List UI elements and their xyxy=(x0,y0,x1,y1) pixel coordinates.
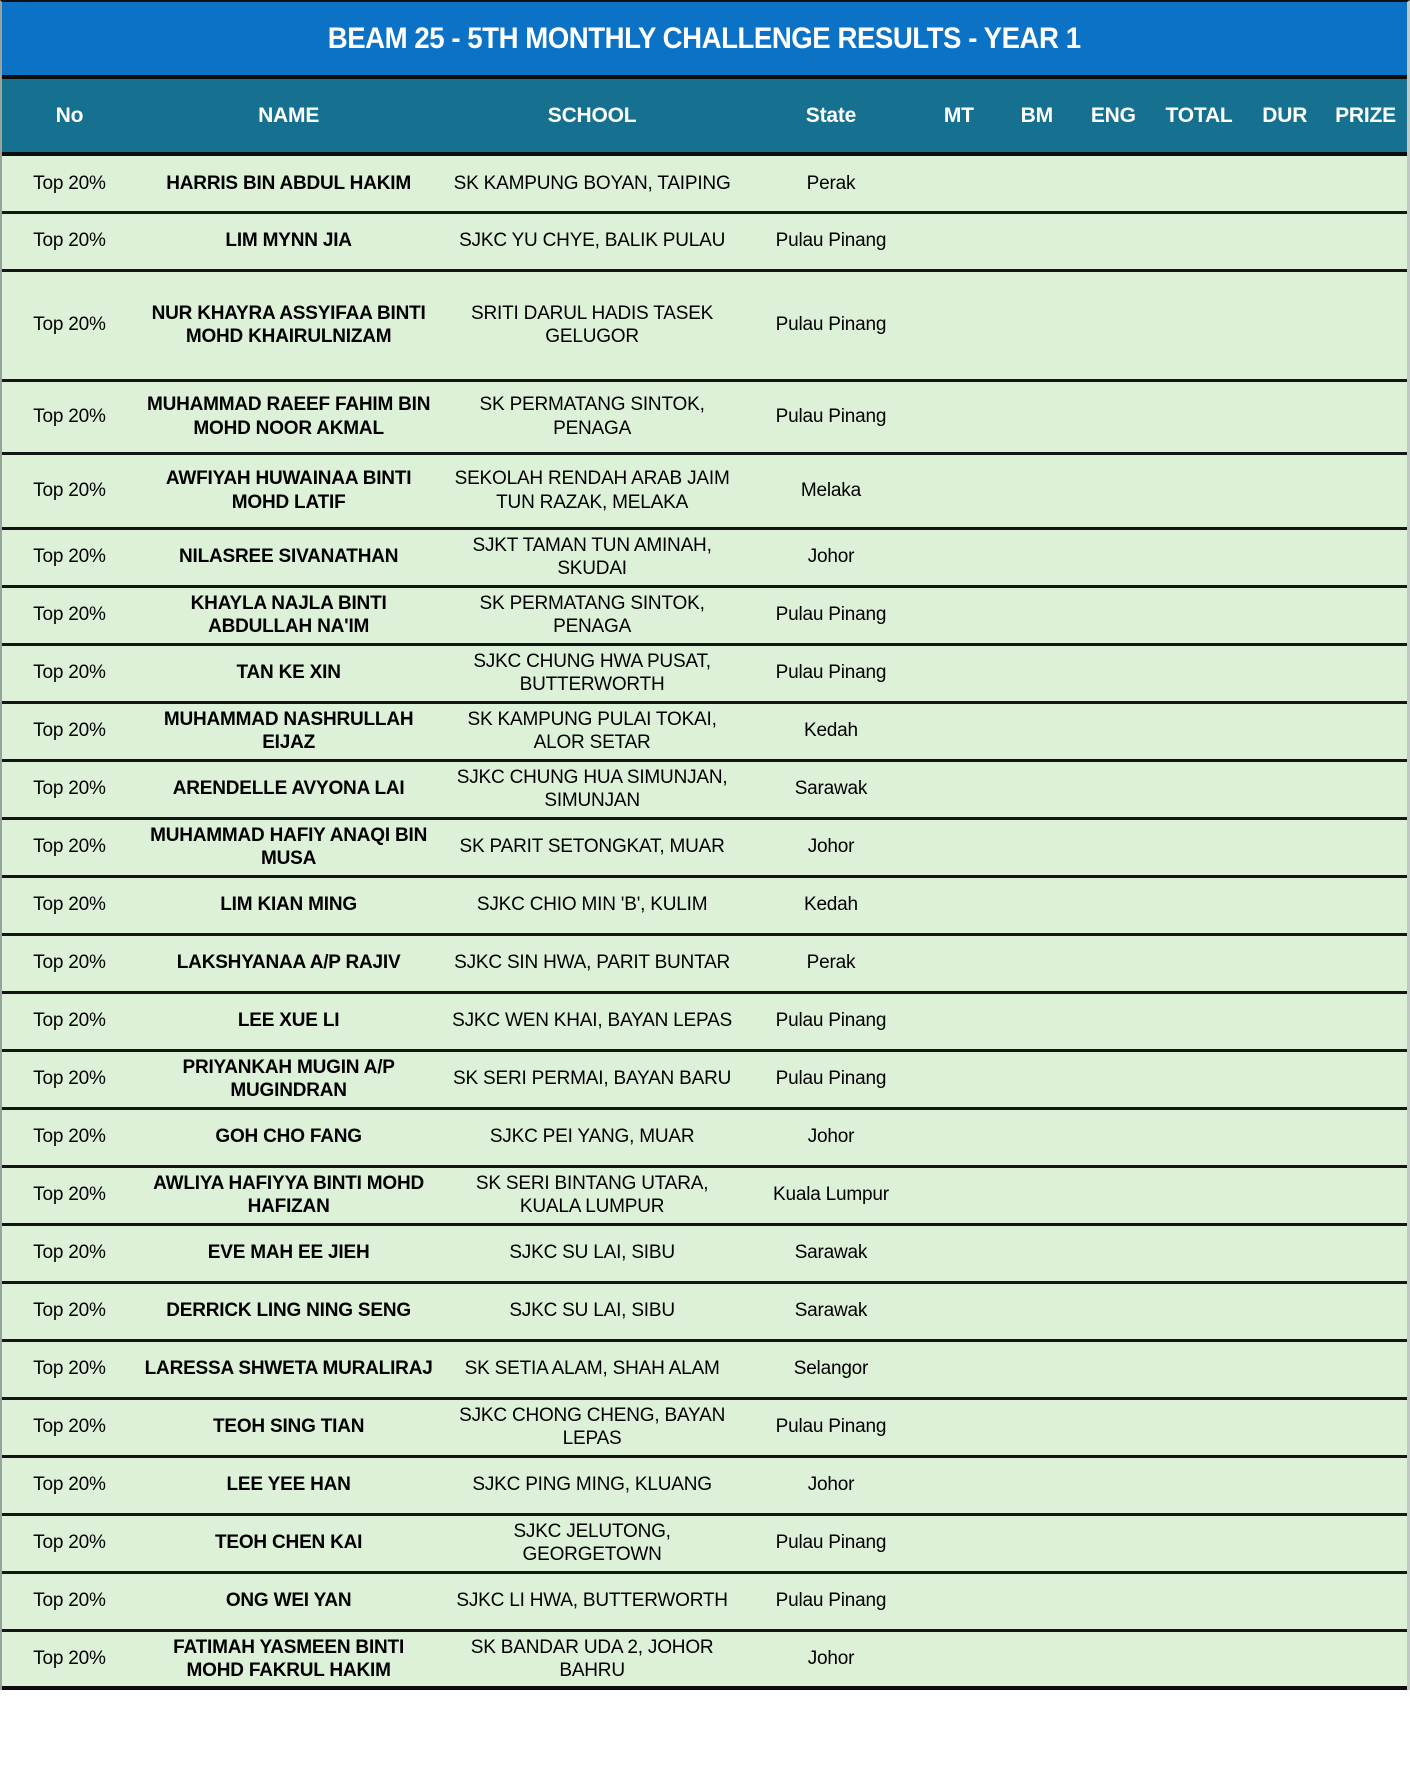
cell-state: Johor xyxy=(744,818,918,876)
cell-total xyxy=(1153,760,1246,818)
cell-rank: Top 20% xyxy=(2,1224,137,1282)
table-row xyxy=(2,380,1407,453)
cell-state: Pulau Pinang xyxy=(744,1572,918,1630)
cell-mt xyxy=(918,380,999,453)
cell-prize xyxy=(1324,586,1407,644)
cell-prize xyxy=(1324,644,1407,702)
cell-rank: Top 20% xyxy=(2,380,137,453)
cell-bm xyxy=(1000,528,1074,586)
cell-name: ARENDELLE AVYONA LAI xyxy=(137,760,440,818)
cell-total xyxy=(1153,586,1246,644)
cell-school: SEKOLAH RENDAH ARAB JAIM TUN RAZAK, MELAKA xyxy=(440,453,743,528)
cell-dur xyxy=(1245,760,1324,818)
cell-rank: Top 20% xyxy=(2,876,137,934)
cell-eng xyxy=(1074,876,1153,934)
table-row xyxy=(2,1050,1407,1108)
cell-mt xyxy=(918,1514,999,1572)
cell-eng xyxy=(1074,586,1153,644)
cell-total xyxy=(1153,876,1246,934)
cell-bm xyxy=(1000,1398,1074,1456)
table-row xyxy=(2,702,1407,760)
cell-prize xyxy=(1324,1630,1407,1688)
cell-total xyxy=(1153,528,1246,586)
cell-state: Pulau Pinang xyxy=(744,586,918,644)
cell-dur xyxy=(1245,1398,1324,1456)
cell-dur xyxy=(1245,992,1324,1050)
cell-eng xyxy=(1074,453,1153,528)
cell-mt xyxy=(918,876,999,934)
cell-name: LEE YEE HAN xyxy=(137,1456,440,1514)
cell-rank: Top 20% xyxy=(2,934,137,992)
cell-state: Johor xyxy=(744,1456,918,1514)
cell-school: SK SERI BINTANG UTARA, KUALA LUMPUR xyxy=(440,1166,743,1224)
cell-school: SJKC CHIO MIN 'B', KULIM xyxy=(440,876,743,934)
cell-bm xyxy=(1000,453,1074,528)
cell-dur xyxy=(1245,1456,1324,1514)
cell-mt xyxy=(918,1108,999,1166)
cell-rank: Top 20% xyxy=(2,1340,137,1398)
cell-total xyxy=(1153,1108,1246,1166)
cell-state: Sarawak xyxy=(744,1224,918,1282)
cell-total xyxy=(1153,1224,1246,1282)
cell-dur xyxy=(1245,818,1324,876)
cell-prize xyxy=(1324,528,1407,586)
cell-state: Sarawak xyxy=(744,760,918,818)
cell-total xyxy=(1153,1050,1246,1108)
results-table-body xyxy=(2,154,1407,1688)
cell-eng xyxy=(1074,1630,1153,1688)
cell-name: LAKSHYANAA A/P RAJIV xyxy=(137,934,440,992)
cell-name: LEE XUE LI xyxy=(137,992,440,1050)
cell-rank: Top 20% xyxy=(2,1630,137,1688)
cell-name: TEOH SING TIAN xyxy=(137,1398,440,1456)
cell-mt xyxy=(918,1224,999,1282)
table-row xyxy=(2,1282,1407,1340)
cell-bm xyxy=(1000,154,1074,212)
page-title: BEAM 25 - 5TH MONTHLY CHALLENGE RESULTS - YEAR 1 xyxy=(328,21,1081,55)
cell-name: LIM MYNN JIA xyxy=(137,212,440,270)
cell-prize xyxy=(1324,934,1407,992)
cell-bm xyxy=(1000,1456,1074,1514)
table-row xyxy=(2,818,1407,876)
cell-school: SJKC YU CHYE, BALIK PULAU xyxy=(440,212,743,270)
cell-school: SK PERMATANG SINTOK, PENAGA xyxy=(440,380,743,453)
cell-prize xyxy=(1324,154,1407,212)
cell-dur xyxy=(1245,644,1324,702)
cell-dur xyxy=(1245,702,1324,760)
table-row xyxy=(2,586,1407,644)
cell-mt xyxy=(918,154,999,212)
cell-bm xyxy=(1000,380,1074,453)
cell-state: Pulau Pinang xyxy=(744,270,918,380)
title-bar xyxy=(2,2,1407,79)
cell-dur xyxy=(1245,1050,1324,1108)
cell-bm xyxy=(1000,1572,1074,1630)
cell-bm xyxy=(1000,1282,1074,1340)
cell-state: Selangor xyxy=(744,1340,918,1398)
table-row xyxy=(2,1340,1407,1398)
cell-school: SJKC CHONG CHENG, BAYAN LEPAS xyxy=(440,1398,743,1456)
table-row xyxy=(2,1456,1407,1514)
cell-bm xyxy=(1000,934,1074,992)
cell-bm xyxy=(1000,644,1074,702)
cell-total xyxy=(1153,992,1246,1050)
table-row xyxy=(2,1398,1407,1456)
cell-prize xyxy=(1324,876,1407,934)
cell-eng xyxy=(1074,1108,1153,1166)
cell-prize xyxy=(1324,1282,1407,1340)
cell-mt xyxy=(918,1398,999,1456)
cell-school: SJKC CHUNG HWA PUSAT, BUTTERWORTH xyxy=(440,644,743,702)
cell-prize xyxy=(1324,212,1407,270)
cell-rank: Top 20% xyxy=(2,702,137,760)
cell-dur xyxy=(1245,528,1324,586)
cell-rank: Top 20% xyxy=(2,1514,137,1572)
cell-rank: Top 20% xyxy=(2,760,137,818)
cell-dur xyxy=(1245,586,1324,644)
cell-total xyxy=(1153,1456,1246,1514)
cell-state: Kedah xyxy=(744,876,918,934)
cell-prize xyxy=(1324,1166,1407,1224)
cell-bm xyxy=(1000,992,1074,1050)
cell-total xyxy=(1153,212,1246,270)
cell-prize xyxy=(1324,1050,1407,1108)
cell-state: Sarawak xyxy=(744,1282,918,1340)
column-header-state: State xyxy=(744,79,918,154)
cell-mt xyxy=(918,1572,999,1630)
cell-mt xyxy=(918,934,999,992)
cell-name: GOH CHO FANG xyxy=(137,1108,440,1166)
cell-total xyxy=(1153,1630,1246,1688)
cell-total xyxy=(1153,644,1246,702)
cell-eng xyxy=(1074,1282,1153,1340)
table-row xyxy=(2,212,1407,270)
cell-school: SJKC PEI YANG, MUAR xyxy=(440,1108,743,1166)
cell-rank: Top 20% xyxy=(2,1572,137,1630)
cell-bm xyxy=(1000,586,1074,644)
table-row xyxy=(2,934,1407,992)
table-row xyxy=(2,992,1407,1050)
cell-eng xyxy=(1074,1572,1153,1630)
table-row xyxy=(2,1108,1407,1166)
cell-school: SJKT TAMAN TUN AMINAH, SKUDAI xyxy=(440,528,743,586)
column-header-name: NAME xyxy=(137,79,440,154)
cell-mt xyxy=(918,818,999,876)
cell-eng xyxy=(1074,154,1153,212)
cell-prize xyxy=(1324,1224,1407,1282)
column-header-no: No xyxy=(2,79,137,154)
cell-dur xyxy=(1245,270,1324,380)
cell-name: TEOH CHEN KAI xyxy=(137,1514,440,1572)
cell-prize xyxy=(1324,453,1407,528)
cell-dur xyxy=(1245,1282,1324,1340)
cell-eng xyxy=(1074,1514,1153,1572)
cell-state: Perak xyxy=(744,154,918,212)
cell-rank: Top 20% xyxy=(2,586,137,644)
table-row xyxy=(2,1166,1407,1224)
table-row xyxy=(2,1572,1407,1630)
cell-state: Johor xyxy=(744,528,918,586)
column-header-mt: MT xyxy=(918,79,999,154)
cell-total xyxy=(1153,1340,1246,1398)
column-header-total: TOTAL xyxy=(1153,79,1246,154)
cell-total xyxy=(1153,1398,1246,1456)
cell-school: SK PERMATANG SINTOK, PENAGA xyxy=(440,586,743,644)
cell-prize xyxy=(1324,818,1407,876)
cell-name: LIM KIAN MING xyxy=(137,876,440,934)
cell-eng xyxy=(1074,702,1153,760)
cell-mt xyxy=(918,528,999,586)
table-row xyxy=(2,528,1407,586)
cell-eng xyxy=(1074,760,1153,818)
cell-prize xyxy=(1324,380,1407,453)
header-row xyxy=(2,79,1407,154)
cell-total xyxy=(1153,1514,1246,1572)
cell-school: SK KAMPUNG PULAI TOKAI, ALOR SETAR xyxy=(440,702,743,760)
cell-eng xyxy=(1074,644,1153,702)
cell-mt xyxy=(918,586,999,644)
cell-state: Pulau Pinang xyxy=(744,1398,918,1456)
table-row xyxy=(2,644,1407,702)
cell-rank: Top 20% xyxy=(2,1166,137,1224)
cell-rank: Top 20% xyxy=(2,270,137,380)
cell-total xyxy=(1153,453,1246,528)
cell-eng xyxy=(1074,818,1153,876)
cell-total xyxy=(1153,934,1246,992)
cell-school: SJKC JELUTONG, GEORGETOWN xyxy=(440,1514,743,1572)
column-header-prize: PRIZE xyxy=(1324,79,1407,154)
cell-state: Pulau Pinang xyxy=(744,212,918,270)
cell-name: PRIYANKAH MUGIN A/P MUGINDRAN xyxy=(137,1050,440,1108)
cell-state: Melaka xyxy=(744,453,918,528)
cell-prize xyxy=(1324,1572,1407,1630)
cell-name: MUHAMMAD HAFIY ANAQI BIN MUSA xyxy=(137,818,440,876)
cell-eng xyxy=(1074,270,1153,380)
cell-mt xyxy=(918,644,999,702)
cell-dur xyxy=(1245,1340,1324,1398)
column-header-bm: BM xyxy=(1000,79,1074,154)
cell-state: Kedah xyxy=(744,702,918,760)
cell-rank: Top 20% xyxy=(2,1398,137,1456)
cell-total xyxy=(1153,818,1246,876)
cell-school: SK BANDAR UDA 2, JOHOR BAHRU xyxy=(440,1630,743,1688)
cell-name: KHAYLA NAJLA BINTI ABDULLAH NA'IM xyxy=(137,586,440,644)
cell-state: Pulau Pinang xyxy=(744,380,918,453)
cell-mt xyxy=(918,1050,999,1108)
cell-school: SK SETIA ALAM, SHAH ALAM xyxy=(440,1340,743,1398)
cell-school: SJKC PING MING, KLUANG xyxy=(440,1456,743,1514)
results-table xyxy=(2,79,1407,1690)
cell-eng xyxy=(1074,992,1153,1050)
cell-total xyxy=(1153,1166,1246,1224)
cell-rank: Top 20% xyxy=(2,1050,137,1108)
column-header-dur: DUR xyxy=(1245,79,1324,154)
cell-rank: Top 20% xyxy=(2,1108,137,1166)
table-row xyxy=(2,760,1407,818)
cell-rank: Top 20% xyxy=(2,528,137,586)
cell-total xyxy=(1153,1282,1246,1340)
cell-eng xyxy=(1074,1456,1153,1514)
cell-mt xyxy=(918,1456,999,1514)
table-row xyxy=(2,1224,1407,1282)
cell-dur xyxy=(1245,1630,1324,1688)
cell-name: NUR KHAYRA ASSYIFAA BINTI MOHD KHAIRULNIZAM xyxy=(137,270,440,380)
table-row xyxy=(2,270,1407,380)
cell-prize xyxy=(1324,702,1407,760)
cell-bm xyxy=(1000,212,1074,270)
table-row xyxy=(2,1630,1407,1688)
cell-rank: Top 20% xyxy=(2,818,137,876)
cell-prize xyxy=(1324,1456,1407,1514)
cell-dur xyxy=(1245,1572,1324,1630)
cell-prize xyxy=(1324,992,1407,1050)
cell-mt xyxy=(918,1166,999,1224)
cell-rank: Top 20% xyxy=(2,644,137,702)
cell-eng xyxy=(1074,212,1153,270)
cell-prize xyxy=(1324,1340,1407,1398)
cell-total xyxy=(1153,380,1246,453)
cell-name: NILASREE SIVANATHAN xyxy=(137,528,440,586)
cell-name: FATIMAH YASMEEN BINTI MOHD FAKRUL HAKIM xyxy=(137,1630,440,1688)
cell-name: ONG WEI YAN xyxy=(137,1572,440,1630)
cell-dur xyxy=(1245,453,1324,528)
table-row xyxy=(2,453,1407,528)
cell-rank: Top 20% xyxy=(2,1282,137,1340)
cell-bm xyxy=(1000,876,1074,934)
cell-school: SK KAMPUNG BOYAN, TAIPING xyxy=(440,154,743,212)
cell-bm xyxy=(1000,818,1074,876)
cell-prize xyxy=(1324,270,1407,380)
cell-name: AWFIYAH HUWAINAA BINTI MOHD LATIF xyxy=(137,453,440,528)
cell-name: DERRICK LING NING SENG xyxy=(137,1282,440,1340)
cell-mt xyxy=(918,270,999,380)
cell-school: SK PARIT SETONGKAT, MUAR xyxy=(440,818,743,876)
cell-school: SJKC WEN KHAI, BAYAN LEPAS xyxy=(440,992,743,1050)
cell-rank: Top 20% xyxy=(2,992,137,1050)
cell-prize xyxy=(1324,760,1407,818)
cell-rank: Top 20% xyxy=(2,1456,137,1514)
cell-school: SK SERI PERMAI, BAYAN BARU xyxy=(440,1050,743,1108)
table-row xyxy=(2,876,1407,934)
cell-school: SJKC CHUNG HUA SIMUNJAN, SIMUNJAN xyxy=(440,760,743,818)
cell-bm xyxy=(1000,1224,1074,1282)
cell-name: EVE MAH EE JIEH xyxy=(137,1224,440,1282)
cell-school: SJKC LI HWA, BUTTERWORTH xyxy=(440,1572,743,1630)
cell-rank: Top 20% xyxy=(2,212,137,270)
column-header-eng: ENG xyxy=(1074,79,1153,154)
cell-school: SJKC SIN HWA, PARIT BUNTAR xyxy=(440,934,743,992)
cell-dur xyxy=(1245,154,1324,212)
cell-total xyxy=(1153,270,1246,380)
cell-state: Pulau Pinang xyxy=(744,644,918,702)
cell-name: MUHAMMAD NASHRULLAH EIJAZ xyxy=(137,702,440,760)
cell-bm xyxy=(1000,1514,1074,1572)
cell-mt xyxy=(918,1340,999,1398)
cell-mt xyxy=(918,453,999,528)
cell-dur xyxy=(1245,876,1324,934)
cell-name: HARRIS BIN ABDUL HAKIM xyxy=(137,154,440,212)
cell-name: LARESSA SHWETA MURALIRAJ xyxy=(137,1340,440,1398)
cell-dur xyxy=(1245,1224,1324,1282)
cell-dur xyxy=(1245,1166,1324,1224)
cell-eng xyxy=(1074,1166,1153,1224)
cell-state: Pulau Pinang xyxy=(744,1050,918,1108)
cell-mt xyxy=(918,212,999,270)
table-row xyxy=(2,1514,1407,1572)
cell-bm xyxy=(1000,1166,1074,1224)
cell-state: Perak xyxy=(744,934,918,992)
cell-total xyxy=(1153,154,1246,212)
cell-eng xyxy=(1074,1340,1153,1398)
cell-bm xyxy=(1000,1340,1074,1398)
cell-eng xyxy=(1074,934,1153,992)
cell-bm xyxy=(1000,1050,1074,1108)
cell-bm xyxy=(1000,270,1074,380)
cell-name: MUHAMMAD RAEEF FAHIM BIN MOHD NOOR AKMAL xyxy=(137,380,440,453)
cell-mt xyxy=(918,760,999,818)
cell-total xyxy=(1153,1572,1246,1630)
cell-mt xyxy=(918,702,999,760)
cell-eng xyxy=(1074,1050,1153,1108)
cell-bm xyxy=(1000,1108,1074,1166)
cell-prize xyxy=(1324,1514,1407,1572)
cell-dur xyxy=(1245,380,1324,453)
cell-eng xyxy=(1074,1224,1153,1282)
cell-name: AWLIYA HAFIYYA BINTI MOHD HAFIZAN xyxy=(137,1166,440,1224)
cell-eng xyxy=(1074,528,1153,586)
cell-total xyxy=(1153,702,1246,760)
cell-state: Johor xyxy=(744,1630,918,1688)
cell-bm xyxy=(1000,702,1074,760)
cell-prize xyxy=(1324,1108,1407,1166)
cell-state: Pulau Pinang xyxy=(744,992,918,1050)
cell-prize xyxy=(1324,1398,1407,1456)
cell-mt xyxy=(918,1630,999,1688)
cell-school: SJKC SU LAI, SIBU xyxy=(440,1224,743,1282)
cell-dur xyxy=(1245,1108,1324,1166)
cell-mt xyxy=(918,992,999,1050)
cell-rank: Top 20% xyxy=(2,154,137,212)
table-row xyxy=(2,154,1407,212)
cell-dur xyxy=(1245,212,1324,270)
column-header-school: SCHOOL xyxy=(440,79,743,154)
cell-dur xyxy=(1245,934,1324,992)
cell-dur xyxy=(1245,1514,1324,1572)
cell-name: TAN KE XIN xyxy=(137,644,440,702)
cell-eng xyxy=(1074,380,1153,453)
cell-state: Pulau Pinang xyxy=(744,1514,918,1572)
cell-bm xyxy=(1000,1630,1074,1688)
cell-state: Johor xyxy=(744,1108,918,1166)
cell-state: Kuala Lumpur xyxy=(744,1166,918,1224)
cell-mt xyxy=(918,1282,999,1340)
cell-eng xyxy=(1074,1398,1153,1456)
cell-school: SJKC SU LAI, SIBU xyxy=(440,1282,743,1340)
cell-school: SRITI DARUL HADIS TASEK GELUGOR xyxy=(440,270,743,380)
cell-bm xyxy=(1000,760,1074,818)
cell-rank: Top 20% xyxy=(2,453,137,528)
